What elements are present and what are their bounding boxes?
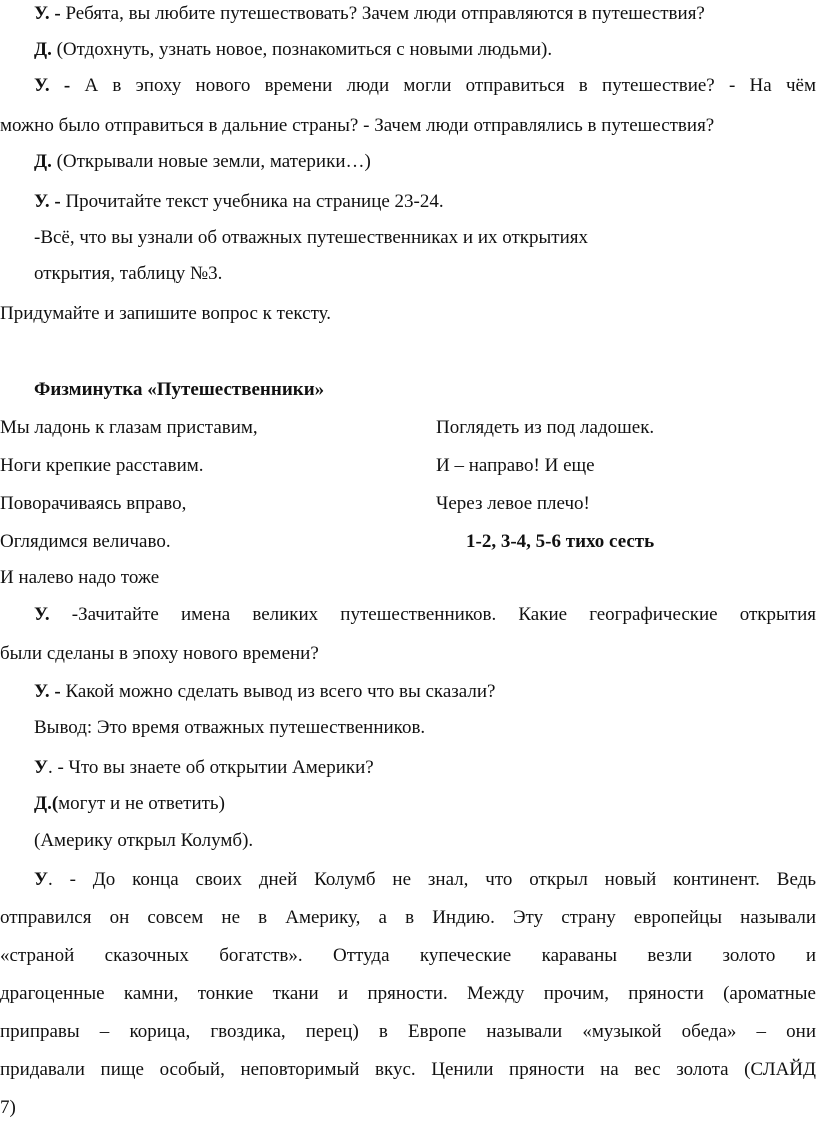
paragraph-line [0,38,816,62]
paragraph-line [0,226,816,250]
paragraph-line [0,642,816,666]
line-text: (Америку открыл Колумб). [34,830,254,851]
line-text: . - Что вы знаете об открытии Америки? [47,757,374,778]
paragraph-line [0,190,816,214]
paragraph-line [0,1058,816,1082]
speaker-label: У. - [34,191,61,212]
paragraph-line [0,906,816,930]
poem-left-line: Ноги крепкие расставим. [0,455,204,476]
line-text: «страной сказочных богатств». Оттуда купеческие караваны везли золото и [0,945,816,966]
line-text: отправился он совсем не в Америку, а в Индию. Эту страну европейцы называли [0,907,816,928]
paragraph-line [0,716,816,740]
line-text: придавали пище особый, неповторимый вкус. Ценили пряности на вес золота (СЛАЙД [0,1059,816,1080]
paragraph-line [0,1096,816,1120]
paragraph-line [0,1020,816,1044]
paragraph-line [0,868,816,892]
speaker-label: У. - [34,75,71,96]
speaker-label: Д. [34,39,52,60]
line-text: (Отдохнуть, узнать новое, познакомиться с новыми людьми). [51,39,553,60]
poem-line-row [0,492,816,516]
paragraph-line [0,302,816,326]
paragraph-line [0,792,816,816]
line-text: Вывод: Это время отважных путешественников. [34,717,426,738]
paragraph-line [0,680,816,704]
poem-line-row [0,530,816,554]
line-text: Ребята, вы любите путешествовать? Зачем люди отправляются в путешествия? [60,3,705,24]
poem-line-row [0,416,816,440]
paragraph-line [0,262,816,286]
speaker-label: У [34,869,48,890]
line-text: драгоценные камни, тонкие ткани и пряности. Между прочим, пряности (ароматные [0,983,816,1004]
poem-line-row [0,566,816,590]
speaker-label: Д. [34,151,52,172]
paragraph-line [0,982,816,1006]
speaker-label: У. - [34,3,61,24]
poem-left-line: Оглядимся величаво. [0,531,171,552]
line-text: можно было отправиться в дальние страны? - Зачем люди отправлялись в путешествия? [0,115,715,136]
poem-sit-instruction: 1-2, 3-4, 5-6 тихо сесть [466,531,655,552]
speaker-label: У [34,757,48,778]
poem-line-row [0,454,816,478]
line-text: -Всё, что вы узнали об отважных путешественниках и их открытиях [34,227,589,248]
poem-right-line: Через левое плечо! [436,493,590,514]
poem-left-line: И налево надо тоже [0,567,160,588]
paragraph-line [0,829,816,853]
poem-right-line: И – направо! И еще [436,455,595,476]
paragraph-line [0,944,816,968]
paragraph-line [0,150,816,174]
line-text: были сделаны в эпоху нового времени? [0,643,319,664]
speaker-label: У. - [34,681,61,702]
paragraph-line [0,114,816,138]
paragraph-line [0,74,816,98]
poem-left-line: Мы ладонь к глазам приставим, [0,417,258,438]
paragraph-line [0,2,816,26]
line-text: . - До конца своих дней Колумб не знал, что открыл новый континент. Ведь [47,869,816,890]
paragraph-line [0,603,816,627]
poem-left-line: Поворачиваясь вправо, [0,493,187,514]
line-text: могут и не ответить) [58,793,225,814]
poem-right-line: Поглядеть из под ладошек. [436,417,655,438]
paragraph-line [0,756,816,780]
line-text: Придумайте и запишите вопрос к тексту. [0,303,331,324]
line-text: открытия, таблицу №3. [34,263,223,284]
line-text: Прочитайте текст учебника на странице 23-24. [60,191,444,212]
line-text: А в эпоху нового времени люди могли отправиться в путешествие? - На чём [70,75,816,96]
line-text: -Зачитайте имена великих путешественников. Какие географические открытия [49,604,816,625]
speaker-label: У. [34,604,50,625]
line-text: (Открывали новые земли, материки…) [51,151,371,172]
line-text: 7) [0,1097,16,1118]
physminute-title: Физминутка «Путешественники» [34,379,325,400]
speaker-label: Д.( [34,793,59,814]
line-text: Какой можно сделать вывод из всего что вы сказали? [60,681,496,702]
line-text: приправы – корица, гвоздика, перец) в Европе называли «музыкой обеда» – они [0,1021,816,1042]
